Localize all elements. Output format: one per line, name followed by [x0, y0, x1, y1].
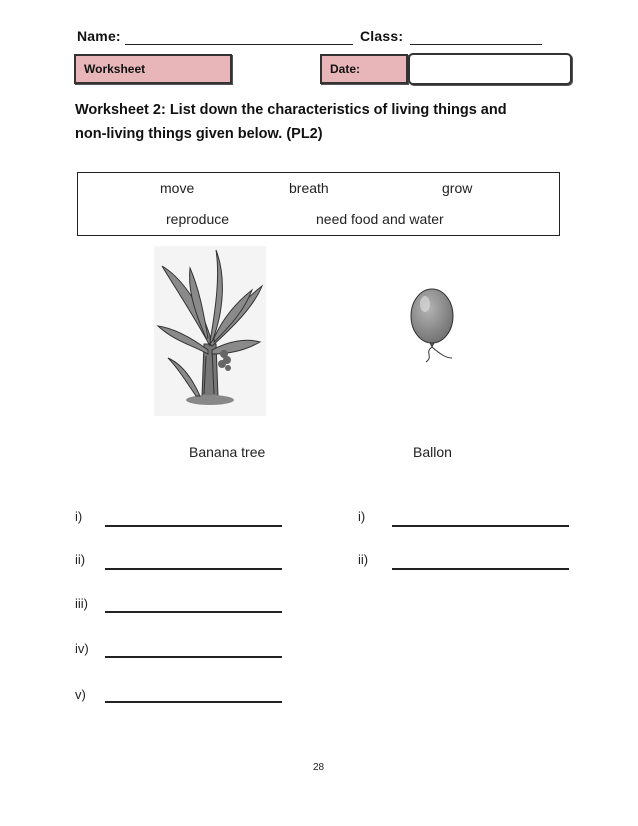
right-answer-number-1: i)	[358, 509, 366, 524]
left-answer-line-2[interactable]	[105, 568, 282, 570]
name-field[interactable]	[125, 44, 353, 45]
left-answer-number-2: ii)	[75, 552, 86, 567]
word-grow: grow	[442, 180, 473, 196]
instruction-line-1: Worksheet 2: List down the characteristics of living things and	[75, 102, 507, 118]
balloon-caption: Ballon	[413, 444, 452, 460]
banana-tree-image	[154, 246, 266, 416]
left-answer-line-1[interactable]	[105, 525, 282, 527]
date-field[interactable]	[408, 53, 572, 85]
worksheet-badge-label: Worksheet	[84, 62, 146, 76]
right-answer-number-2: ii)	[358, 552, 369, 567]
left-answer-line-3[interactable]	[105, 611, 282, 613]
class-field[interactable]	[410, 44, 542, 45]
balloon-image	[404, 288, 464, 366]
left-answer-number-1: i)	[75, 509, 83, 524]
banana-tree-caption: Banana tree	[189, 444, 266, 460]
word-need-food-and-water: need food and water	[316, 211, 444, 227]
right-answer-line-1[interactable]	[392, 525, 569, 527]
class-label: Class:	[360, 28, 404, 44]
left-answer-number-3: iii)	[75, 596, 88, 611]
date-badge	[320, 54, 408, 84]
date-badge-label: Date:	[330, 62, 361, 76]
left-answer-number-4: iv)	[75, 641, 89, 656]
word-bank	[77, 172, 560, 236]
page-number: 28	[313, 762, 325, 773]
word-move: move	[160, 180, 195, 196]
left-answer-line-4[interactable]	[105, 656, 282, 658]
word-breath: breath	[289, 180, 329, 196]
left-answer-line-5[interactable]	[105, 701, 282, 703]
right-answer-line-2[interactable]	[392, 568, 569, 570]
left-answer-number-5: v)	[75, 687, 86, 702]
name-label: Name:	[77, 28, 121, 44]
word-reproduce: reproduce	[166, 211, 230, 227]
instruction-line-2: non-living things given below. (PL2)	[75, 126, 323, 142]
worksheet-badge	[74, 54, 232, 84]
